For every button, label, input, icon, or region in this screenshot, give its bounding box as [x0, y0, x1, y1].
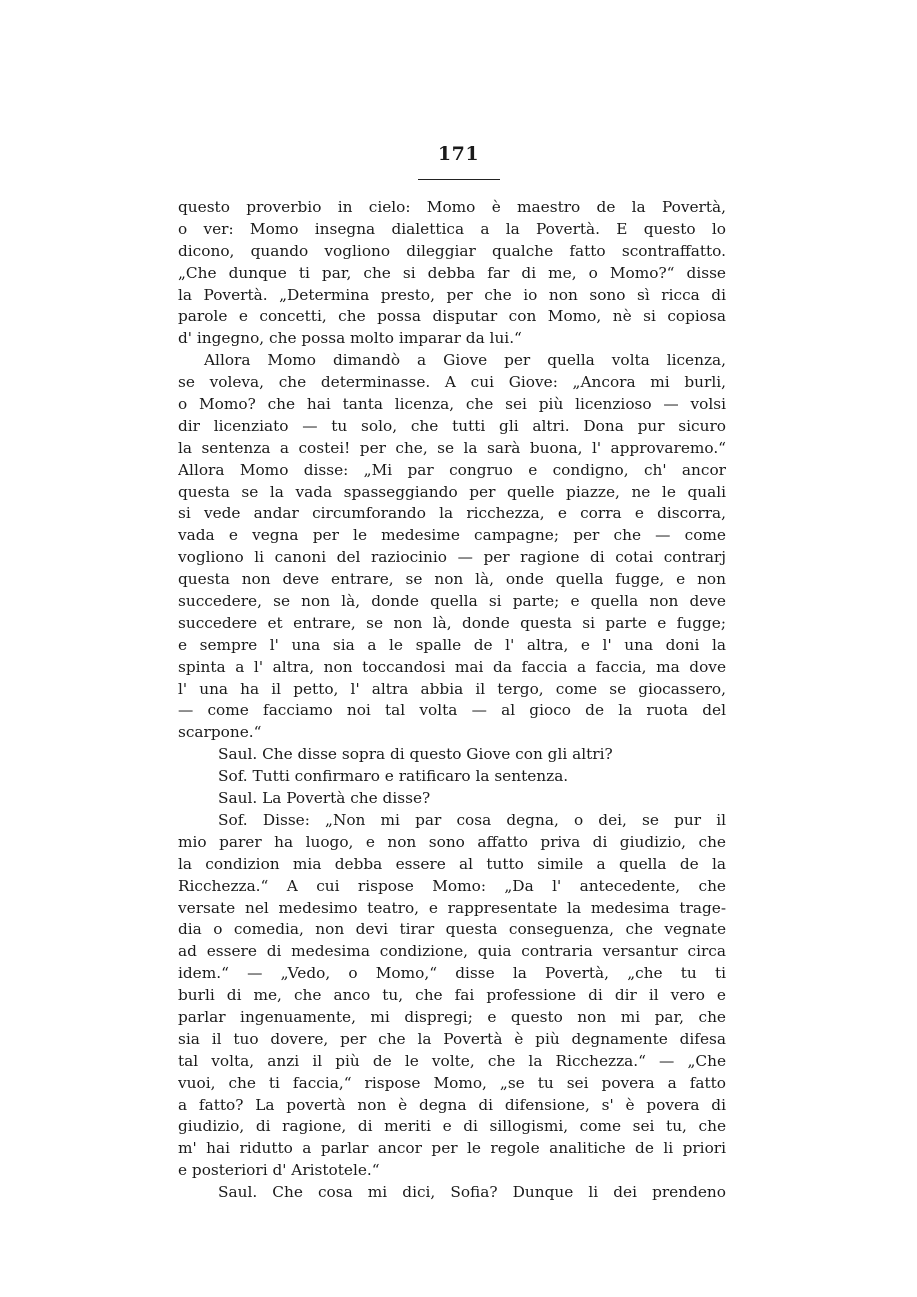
- text-line: Allora Momo disse: „Mi par congruo e condigno, ch' ancor: [178, 460, 726, 479]
- page-number: 171: [437, 143, 480, 165]
- text-line: burli di me, che anco tu, che fai professione di dir il vero e: [178, 986, 726, 1005]
- text-line: Saul. Che disse sopra di questo Giove con gli altri?: [218, 745, 613, 764]
- text-line: se voleva, che determinasse. A cui Giove: „Ancora mi burli,: [178, 373, 726, 392]
- text-line: Allora Momo dimandò a Giove per quella volta licenza,: [204, 351, 726, 370]
- text-line: Ricchezza.“ A cui rispose Momo: „Da l' antecedente, che: [178, 876, 726, 895]
- text-line: Sof. Tutti confirmaro e ratificaro la sentenza.: [218, 767, 569, 786]
- text-line: d' ingegno, che possa molto imparar da lui.“: [178, 329, 522, 348]
- text-line: o Momo? che hai tanta licenza, che sei più licenzioso — volsi: [178, 395, 726, 414]
- text-line: parlar ingenuamente, mi dispregi; e questo non mi par, che: [178, 1007, 726, 1026]
- text-line: scarpone.“: [178, 723, 262, 742]
- text-line: dia o comedia, non devi tirar questa conseguenza, che vegnate: [178, 920, 726, 939]
- text-line: Saul. La Povertà che disse?: [218, 789, 431, 808]
- text-line: a fatto? La povertà non è degna di difensione, s' è povera di: [178, 1095, 726, 1114]
- text-line: la Povertà. „Determina presto, per che io non sono sì ricca di: [178, 285, 726, 304]
- text-line: si vede andar circumforando la ricchezza, e corra e discorra,: [178, 504, 726, 523]
- text-line: questa se la vada spasseggiando per quelle piazze, ne le quali: [178, 482, 726, 501]
- text-line: idem.“ — „Vedo, o Momo,“ disse la Povertà, „che tu ti: [178, 964, 726, 983]
- text-line: vogliono li canoni del raziocinio — per ragione di cotai contrarj: [178, 548, 726, 567]
- text-line: dicono, quando vogliono dileggiar qualche fatto scontraffatto.: [178, 241, 726, 260]
- text-line: dir licenziato — tu solo, che tutti gli altri. Dona pur sicuro: [178, 416, 726, 435]
- text-line: e posteriori d' Aristotele.“: [178, 1161, 380, 1180]
- text-line: succedere, se non là, donde quella si parte; e quella non deve: [178, 592, 726, 611]
- text-line: giudizio, di ragione, di meriti e di sillogismi, come sei tu, che: [178, 1117, 726, 1136]
- text-line: e sempre l' una sia a le spalle de l' altra, e l' una doni la: [178, 635, 726, 654]
- body-text: [178, 197, 726, 1204]
- text-line: vada e vegna per le medesime campagne; per che — come: [178, 526, 726, 545]
- text-line: l' una ha il petto, l' altra abbia il tergo, come se giocassero,: [178, 679, 726, 698]
- text-line: la condizion mia debba essere al tutto simile a quella de la: [178, 854, 726, 873]
- text-line: succedere et entrare, se non là, donde questa si parte e fugge;: [178, 613, 726, 632]
- text-line: vuoi, che ti faccia,“ rispose Momo, „se tu sei povera a fatto: [178, 1073, 726, 1092]
- text-line: „Che dunque ti par, che si debba far di me, o Momo?“ disse: [178, 263, 726, 282]
- text-line: Saul. Che cosa mi dici, Sofia? Dunque li dei prendeno: [218, 1183, 726, 1202]
- text-line: mio parer ha luogo, e non sono affatto priva di giudizio, che: [178, 832, 726, 851]
- text-line: m' hai ridutto a parlar ancor per le regole analitiche de li priori: [178, 1139, 726, 1158]
- text-line: spinta a l' altra, non toccandosi mai da faccia a faccia, ma dove: [178, 657, 726, 676]
- text-line: ad essere di medesima condizione, quia contraria versantur circa: [178, 942, 726, 961]
- text-line: Sof. Disse: „Non mi par cosa degna, o dei, se pur il: [218, 810, 726, 829]
- text-line: versate nel medesimo teatro, e rappresentate la medesima trage-: [178, 898, 726, 917]
- text-line: tal volta, anzi il più de le volte, che la Ricchezza.“ — „Che: [178, 1051, 726, 1070]
- text-line: parole e concetti, che possa disputar con Momo, nè si copiosa: [178, 307, 726, 326]
- text-line: — come facciamo noi tal volta — al gioco de la ruota del: [178, 701, 726, 720]
- text-line: o ver: Momo insegna dialettica a la Povertà. E questo lo: [178, 219, 726, 238]
- text-line: sia il tuo dovere, per che la Povertà è più degnamente difesa: [178, 1029, 726, 1048]
- text-line: questa non deve entrare, se non là, onde quella fugge, e non: [178, 570, 726, 589]
- text-line: la sentenza a costei! per che, se la sarà buona, l' approvaremo.“: [178, 438, 726, 457]
- text-line: questo proverbio in cielo: Momo è maestro de la Povertà,: [178, 198, 726, 216]
- header-rule: [418, 179, 500, 180]
